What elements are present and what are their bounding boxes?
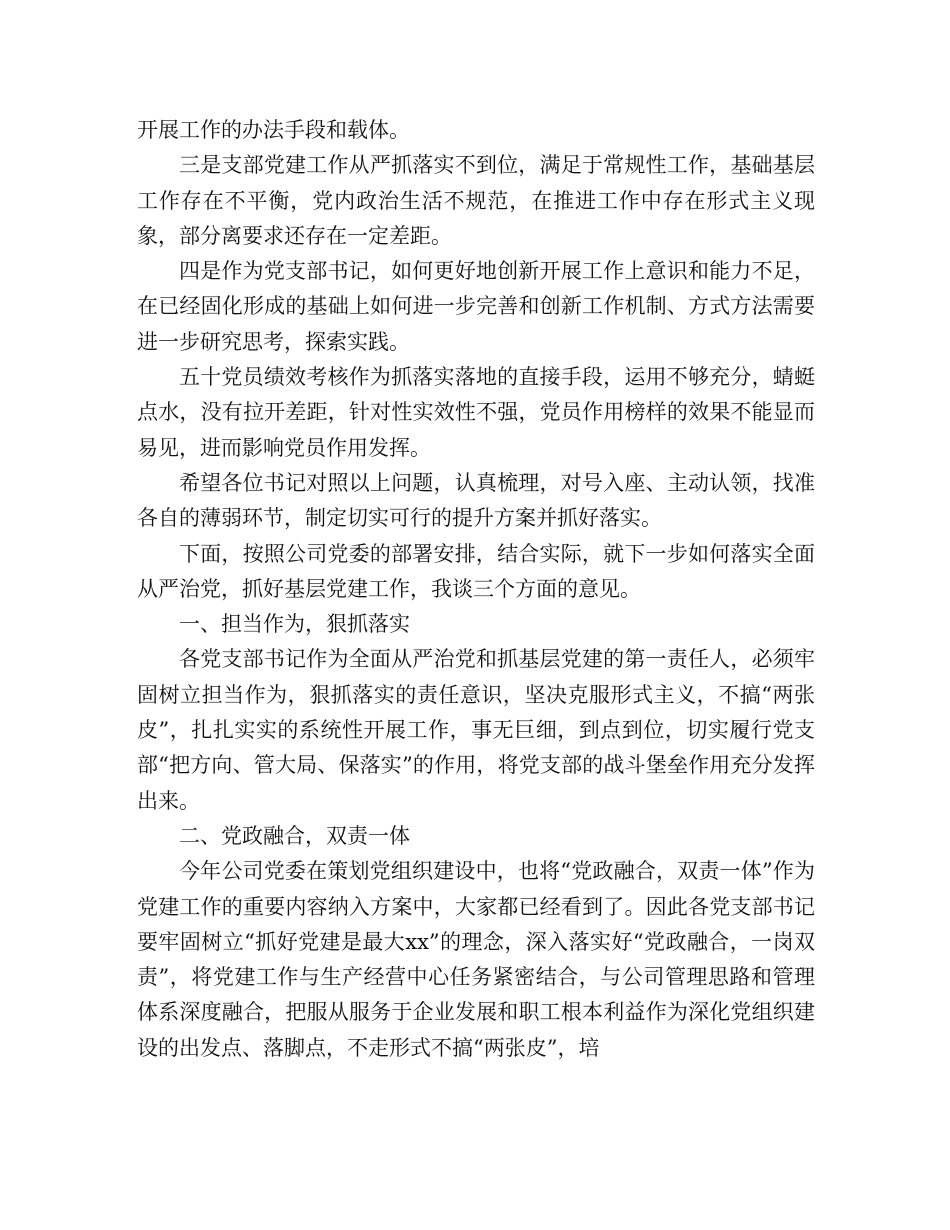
paragraph-continuation: 开展工作的办法手段和载体。 — [137, 118, 410, 142]
paragraph-item-five: 五十党员绩效考核作为抓落实落地的直接手段，运用不够充分，蜻蜓点水，没有拉开差距，针对性实效性不强，党员作用榜样的效果不能显而易见，进而影响党员作用发挥。 — [137, 365, 815, 460]
paragraph-intro: 下面，按照公司党委的部署安排，结合实际，就下一步如何落实全面从严治党，抓好基层党建工作，我谈三个方面的意见。 — [137, 541, 815, 601]
document-body — [137, 113, 815, 1066]
paragraph-item-three: 三是支部党建工作从严抓落实不到位，满足于常规性工作，基础基层工作存在不平衡，党内政治生活不规范，在推进工作中存在形式主义现象，部分离要求还存在一定差距。 — [137, 153, 815, 248]
paragraph-hope: 希望各位书记对照以上问题，认真梳理，对号入座、主动认领，找准各自的薄弱环节，制定切实可行的提升方案并抓好落实。 — [137, 470, 815, 531]
paragraph-section-one: 各党支部书记作为全面从严治党和抓基层党建的第一责任人，必须牢固树立担当作为，狠抓落实的责任意识，坚决克服形式主义，不搞“两张皮”，扎扎实实的系统性开展工作，事无巨细，到点到位，切实履行党支部“把方向、管大局、保落实”的作用，将党支部的战斗堡垒作用充分发挥出来。 — [137, 647, 815, 813]
section-heading-one: 一、担当作为，狠抓落实 — [179, 612, 410, 637]
paragraph-item-four: 四是作为党支部书记，如何更好地创新开展工作上意识和能力不足，在已经固化形成的基础上如何进一步完善和创新工作机制、方式方法需要进一步研究思考，探索实践。 — [137, 259, 815, 354]
paragraph-section-two: 今年公司党委在策划党组织建设中，也将“党政融合，双责一体”作为党建工作的重要内容纳入方案中，大家都已经看到了。因此各党支部书记要牢固树立“抓好党建是最大xx”的理念，深入落实好“党政融合，一岗双责”，将党建工作与生产经营中心任务紧密结合，与公司管理思路和管理体系深度融合，把服从服务于企业发展和职工根本利益作为深化党组织建设的出发点、落脚点，不走形式不搞“两张皮”，培 — [137, 859, 815, 1060]
section-heading-two: 二、党政融合，双责一体 — [179, 823, 410, 848]
